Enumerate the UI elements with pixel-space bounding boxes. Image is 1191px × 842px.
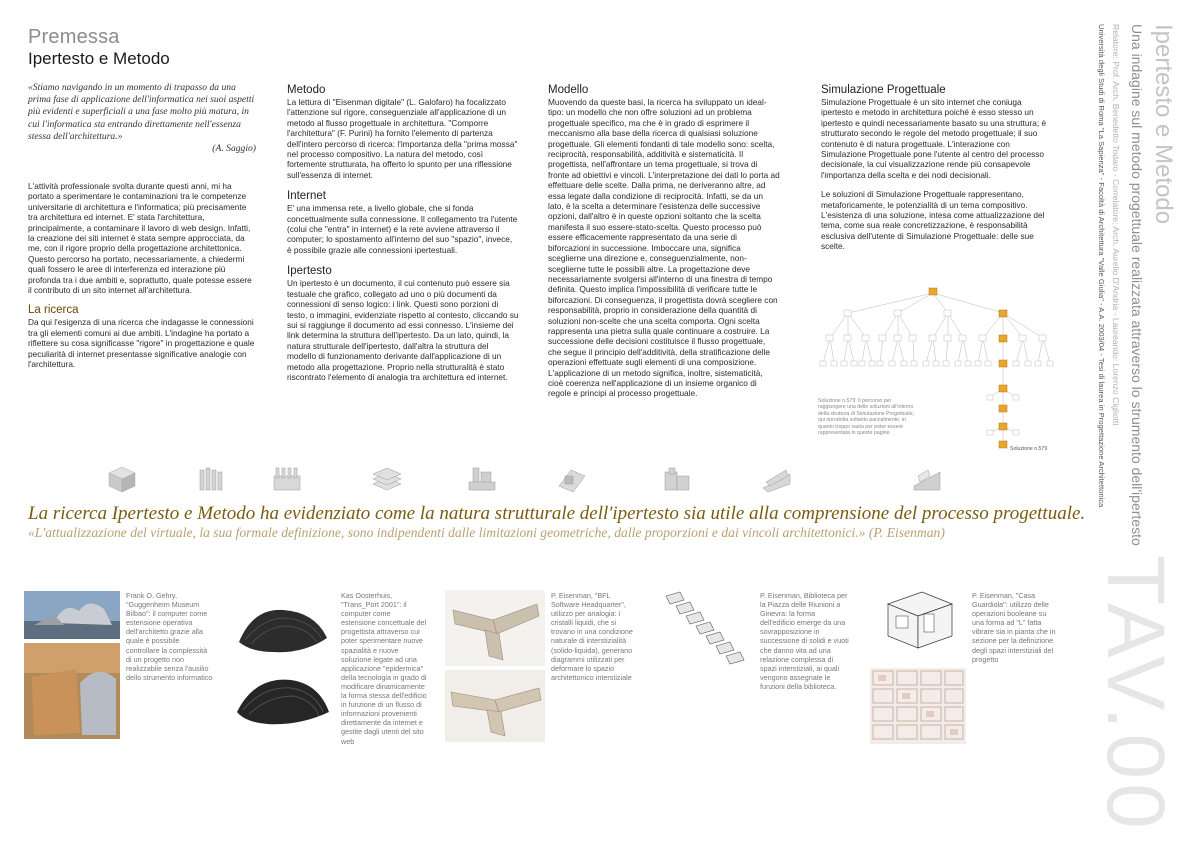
opening-quote (28, 82, 256, 155)
layers-model-icon (370, 464, 404, 494)
vertical-university: Università degli Studi di Roma "La Sapienza" - Facoltà di Architettura "Valle Giulia" - A.A. 2003/04 - Tesi di laurea in Progettazione Architettonica (1097, 24, 1106, 508)
tower-model-icon (465, 464, 499, 494)
gehry-caption: Frank O. Gehry, "Guggenheim Museum Bilbao": il computer come estensione operativa dell'architetto grazie alla quale è possibile controllare la complessità di un progetto non realizzabile senza l'ausilio dello strumento informatico (126, 591, 213, 682)
modello-paragraph: Muovendo da queste basi, la ricerca ha sviluppato un ideal-tipo: un modello che non offre soluzioni ad un problema progettuale specifico, ma che è in grado di esprimere il meccanismo alla base della ricerca di qualsiasi soluzione progettuale. Gli elementi fondanti di tale modello sono: scelta, reciprocità, responsabilità, additività e sistematicità. Il progettista, nell'affrontare un tema progettuale, si trova di fronte ad obiettivi e vincoli. L'interpretazione dei dati lo porta ad effettuare delle scelte. Dalla prima, ne deriveranno altre, ad essa legate dalla condizione di reciprocità. Infatti, se da un lato, è la scelta a determinare l'esistenza delle successive opzioni, dall'altro è in queste opzioni soltanto che la scelta manifesta il suo essere-stato-scelta. Questo processo può essere efficacemente rappresentato da una serie di biforcazioni in successione. Imboccare una, significa sceglierne una direzione e, conseguenzialmente, non-sceglierne tutte le possibili altre. La progettazione deve necessariamente svolgersi all'interno di una finestra di tempo definita. Questo implica l'impossibilità di verificare tutte le biforcazioni. Di conseguenza, il progettista dovrà scegliere con responsabilità, proprio in considerazione della quantità di soluzioni non-scelte che una scelta comporta. Ogni scelta rappresenta una pietra sulla quale continuare a costruire. La successione delle decisioni costituisce il flusso progettuale, che segue il principio dell'additività, della stratificazione delle operazioni effettuate sugli elementi di una composizione. L'applicazione di un metodo significa, inoltre, sistematicità, cioè coerenza nell'applicazione di un insieme organico di regole e principi al processo progettuale. (548, 97, 780, 399)
guardiola-plans (870, 668, 966, 744)
internet-paragraph: E' una immensa rete, a livello globale, che si fonda concettualmente sulla connessione. Il collegamento tra l'utente (colui che "entra" in internet) e la rete avviene attraverso il computer; lo spostamento all'interno del suo "spazio", invece, è possibile grazie alle connessioni ipertestuali. (287, 203, 518, 255)
frame-model-icon (555, 464, 589, 494)
heading-ipertesto: Ipertesto (287, 265, 332, 278)
model-icons-row (100, 464, 1000, 504)
block-model-icon (660, 464, 694, 494)
ginevra-diagram (660, 590, 754, 670)
ipertesto-paragraph: Un ipertesto è un documento, il cui contenuto può essere sia testuale che grafico, collegato ad uno o più documenti da connessioni di senso logico: i link. Questi sono porzioni di testo, o immagini, evidenziate rispetto al contesto, cliccando su sui si raggiunge il documento ad essi connesso. L'insieme dei link determina la struttura dell'ipertesto. Da un lato, quindi, la natura strutturale dell'ipertesto, dall'altra la struttura del modello di funzionamento derivante dall'applicazione di un metodo alla progettazione. Proprio nella strutturalità è stato riscontrato l'elemento di analogia tra architettura ed internet. (287, 278, 519, 382)
simulazione-paragraph-2: Le soluzioni di Simulazione Progettuale rappresentano, metaforicamente, le potenzialità di un tema compositivo. L'esistenza di una soluzione, intesa come attualizzazione del tema, come sua reale concretizzazione, è responsabilità esclusiva dell'utente di Simulazione Progettuale: delle sue scelte. (821, 189, 1045, 252)
premessa-paragraph: L'attività professionale svolta durante questi anni, mi ha portato a sperimentare le contaminazioni tra le competenze universitarie di architettura e l'informatica; più precisamente tra architettura ed internet. E' stata l'architettura, principalmente, a contaminare il lavoro di web design. Infatti, la creazione dei siti internet è stata sempre approcciata, da me, con il rigore proprio della progettazione architettonica. Questo percorso ha portato, necessariamente, a chiedermi quali fossero le aree di interferenza ed interazione più profonda tra i due ambiti e, soprattutto, quale potesse essere il contributo di un sito internet all'architettura. (28, 181, 252, 296)
ginevra-caption: P. Eisenman, Biblioteca per la Piazza delle Riunioni a Ginevra: la forma dell'edificio emerge da una sovrapposizione in successione di solidi e vuoti che danno vita ad una relazione complessa di spazi interstiziali, ai quali vengono assegnate le funzioni della biblioteca. (760, 591, 849, 691)
tree-solution-label: Soluzione n.579 (1010, 446, 1048, 452)
slab-model-icon (195, 464, 229, 494)
page-title: Ipertesto e Metodo (28, 49, 170, 68)
sheet-number-text: TAV.00 (1090, 555, 1181, 833)
heading-metodo: Metodo (287, 84, 326, 96)
guardiola-caption: P. Eisenman, "Casa Guardiola": utilizzo delle operazioni booleane su una forma ad "L" fatta vibrare sia in pianta che in sezione per la definizione degli spazi interstiziali del progetto (972, 591, 1056, 664)
quote-text: «Stiamo navigando in un momento di trapasso da una prima fase di applicazione dell'informatica nei suoi aspetti più evidenti e superficiali a una fase molto più matura, in cui l'informatica sta entrando direttamente nell'essenza stessa dell'architettura.» (28, 82, 255, 142)
oosterhuis-caption: Kas Oosterhuis, "Trans_Port 2001": il computer come estensione concettuale del progettista attraverso cui poter sperimentare nuove spazialità e nuove soluzione legate ad una applicazione "epidermica" della tecnologia in grado di modificare dinamicamente la forma stessa dell'edificio in funzione di un flusso di informazioni provenienti direttamente da internet e gestite dagli utenti del sito web (341, 591, 427, 746)
column-premessa (28, 181, 256, 370)
bfl-caption: P. Eisenman, "BFL Software Headquarter", utilizzo per analogia: i cristalli liquidi, che si trovano in una condizione naturale di interstizialità (solido-liquida), generano diagrammi utilizzati per deformare lo spazio architettonico interstiziale (551, 591, 633, 682)
bfl-model-photo-2 (445, 670, 545, 742)
column-modello (548, 84, 780, 399)
heading-simulazione: Simulazione Progettuale (821, 84, 946, 96)
heading-internet: Internet (287, 190, 326, 203)
sheet-number (1090, 555, 1181, 833)
transport-render-1 (233, 590, 333, 670)
comb-model-icon (270, 464, 304, 494)
simulazione-paragraph-1: Simulazione Progettuale è un sito internet che coniuga ipertesto e metodo in architettura poiché è esso stesso un ipertesto e quindi necessariamente basato su una struttura; è strutturato secondo le regole del metodo progettuale; il suo contenuto è di natura progettuale. L'interazione con Simulazione Progettuale pone l'utente al centro del processo decisionale, la cui visualizzazione rende più consapevole l'importanza della scelta e dei nodi decisionali. (821, 97, 1047, 180)
bfl-model-photo-1 (445, 590, 545, 666)
heading-ricerca: La ricerca (28, 304, 79, 317)
column-metodo (287, 84, 519, 382)
banner-quote: «L'attualizzazione del virtuale, la sua formale definizione, sono indipendenti dalle limitazioni geometriche, dalle proporzioni e dai vincoli architettonici.» (P. Eisenman) (28, 525, 945, 540)
slope-model-icon (910, 464, 944, 494)
guggenheim-photo-2 (24, 643, 120, 739)
cube-model-icon (105, 464, 139, 494)
transport-render-2 (233, 666, 333, 741)
metodo-paragraph: La lettura di "Eisenman digitale" (L. Galofaro) ha focalizzato l'attenzione sul rigore, conseguenziale all'applicazione di un metodo al flusso progettuale in architettura. "Comporre l'architettura" (F. Purini) ha fornito l'elemento di partenza dell'intero percorso di ricerca: l'importanza della "prima mossa" nel processo compositivo. La natura del metodo, così fortemente strutturata, ha offerto lo spunto per una riflessione sull'essenza di internet. (287, 97, 518, 180)
vertical-subtitle: Una indagine sul metodo progettuale realizzata attraverso lo strumento dell'ipertesto (1129, 24, 1145, 546)
heading-modello: Modello (548, 84, 589, 96)
vertical-title: Ipertesto e Metodo (1150, 24, 1177, 225)
ricerca-paragraph: Da qui l'esigenza di una ricerca che indagasse le connessioni tra gli elementi comuni ai due ambiti. L'indagine ha portato a riflettere su cosa significasse "rigore" in progettazione e quale peculiarità di internet presentasse significative analogie con l'architettura. (28, 317, 255, 370)
vertical-title-block (1093, 24, 1185, 546)
wing-model-icon (760, 464, 794, 494)
column-simulazione (821, 84, 1053, 252)
quote-author: (A. Saggio) (212, 143, 256, 155)
guggenheim-photo-1 (24, 591, 120, 639)
banner-main: La ricerca Ipertesto e Metodo ha evidenziato come la natura strutturale dell'ipertesto sia utile alla comprensione del processo progettuale. (28, 503, 1086, 524)
guardiola-model (870, 586, 966, 666)
vertical-credits: Relatore: Prof. Arch. Benedetto Todaro - Correlatore: Arch. Aurelio D'Andria - Laureando: Lorenzo Cigliotti (1111, 24, 1121, 426)
tree-caption: Soluzione n.579: Il percorso per raggiungere una delle soluzioni all'interno della struttura di Simulazione Progettuale, qui riprodotta soltanto parzialmente, in quanto troppo vasta per poter essere rappresentata in queste pagine. (818, 398, 915, 437)
section-label: Premessa (28, 26, 120, 48)
